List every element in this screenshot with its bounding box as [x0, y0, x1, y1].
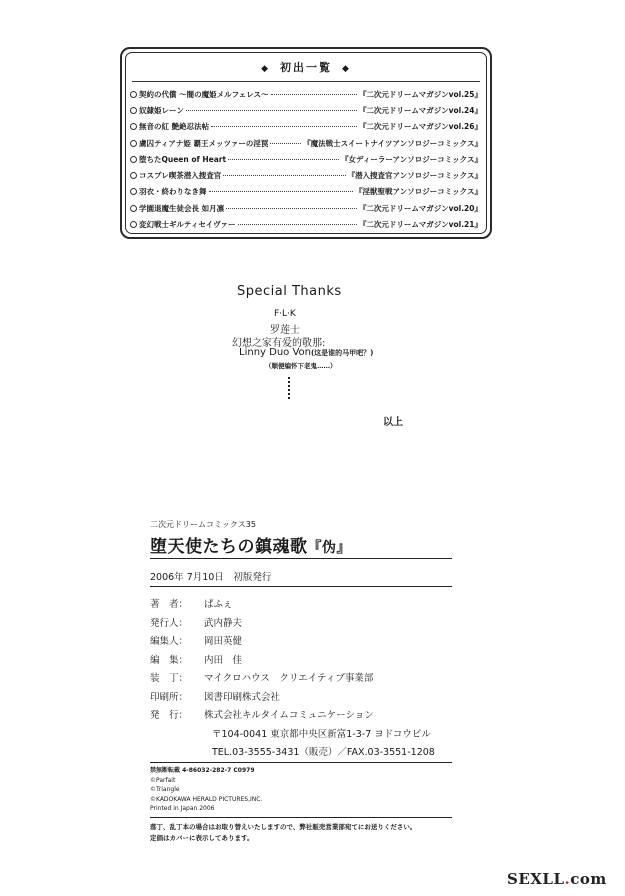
work-source: 『淫獣聖戦アンソロジーコミックス』 [355, 187, 482, 197]
bullet-icon [130, 188, 137, 195]
list-item [130, 86, 482, 102]
credit-label: 編 集： [150, 654, 189, 666]
list-item [130, 200, 482, 216]
credit-value: 武内静夫 [204, 617, 243, 629]
work-source: 『二次元ドリームマガジンvol.25』 [358, 89, 482, 99]
work-source: 『二次元ドリームマガジンvol.21』 [358, 220, 482, 230]
printed-in-line: Printed in Japan 2006 [150, 805, 215, 812]
work-source: 『魔法戦士スイートナイツアンソロジーコミックス』 [303, 138, 482, 148]
watermark-main: SEXLL [507, 870, 565, 888]
work-source: 『二次元ドリームマガジンvol.20』 [358, 203, 482, 213]
list-item [130, 119, 482, 135]
book-title [150, 532, 351, 557]
work-title: コスプレ喫茶潜入捜査官 [139, 171, 222, 181]
credit-row [150, 707, 374, 726]
bullet-icon [130, 107, 137, 114]
credit-label: 編集人： [150, 636, 189, 647]
leader-dots [209, 191, 354, 192]
publisher-phone: TEL.03-3555-3431（販売）／FAX.03-3551-1208 [212, 747, 435, 758]
divider [132, 81, 480, 82]
leader-dots [270, 143, 301, 144]
copyright-line: ©Parfait [150, 776, 176, 784]
bullet-icon [130, 140, 137, 147]
series-name: 二次元ドリームコミックス35 [150, 520, 256, 529]
publication-date: 2006年 7月10日 初版発行 [150, 572, 272, 583]
list-item [130, 135, 482, 151]
thanks-line: （顺便编怀下老鬼……） [265, 362, 337, 370]
credit-row [150, 652, 374, 671]
leader-dots [211, 126, 357, 127]
publisher-address: 〒104-0041 東京都中央区新富1-3-7 ヨドコウビル [212, 729, 431, 740]
rights-block [150, 766, 262, 814]
diamond-icon: ◆ [342, 64, 351, 74]
vertical-dots [288, 377, 292, 399]
bullet-icon [130, 221, 137, 228]
divider [150, 817, 452, 818]
list-item [130, 216, 482, 232]
work-title: 無音の紅 艶絶忍法帖 [139, 122, 210, 132]
work-title: 虜囚ティアナ姫 覇王メッツァーの淫罠 [139, 138, 269, 148]
divider [150, 762, 452, 763]
work-title: 奴隷姫レーン [139, 105, 184, 115]
credit-row [150, 670, 374, 689]
thanks-name: Linny Duo Von [239, 347, 311, 358]
credit-label: 印刷所： [150, 691, 189, 703]
thanks-line: 幻想之家有爱的敬那: [232, 338, 326, 349]
footer-notes [150, 822, 416, 844]
bullet-icon [130, 156, 137, 163]
credit-value: マイクロハウス クリエイティブ事業部 [204, 673, 374, 684]
watermark-tld: com [570, 870, 607, 888]
leader-dots [186, 110, 357, 111]
first-appearance-box [120, 47, 492, 239]
work-title: 羽衣・終わりなき舞 [139, 187, 207, 197]
special-thanks-heading: Special Thanks [237, 284, 342, 299]
work-title: 学園退魔生徒会長 如月凛 [139, 203, 225, 213]
book-title-text: 堕天使たちの鎮魂歌 [150, 537, 308, 557]
bullet-icon [130, 91, 137, 98]
bullet-icon [130, 172, 137, 179]
isbn-line: 禁無断転載 4-86032-282-7 C0979 [150, 767, 255, 774]
watermark-dot: . [564, 870, 571, 888]
credit-row [150, 689, 374, 708]
credit-value: 岡田英健 [204, 636, 243, 647]
leader-dots [223, 175, 345, 176]
copyright-line: ©Triangle [150, 786, 180, 793]
work-source: 『二次元ドリームマガジンvol.26』 [358, 122, 482, 132]
credit-label: 装 丁： [150, 673, 189, 684]
list-item [130, 151, 482, 167]
leader-dots [271, 94, 357, 95]
work-source: 『潜入捜査官アンソロジーコミックス』 [347, 171, 482, 181]
credits-list [150, 596, 374, 726]
credit-value: 図書印刷株式会社 [204, 691, 281, 703]
divider [150, 586, 452, 587]
credit-value: 株式会社キルタイムコミュニケーション [204, 710, 374, 721]
diamond-icon: ◆ [261, 64, 270, 74]
list-item [130, 184, 482, 200]
copyright-line: ©KADOKAWA HERALD PICTURES,INC. [150, 795, 263, 803]
bullet-icon [130, 123, 137, 130]
first-appearance-list [130, 86, 482, 233]
divider [150, 558, 452, 559]
credit-label: 発行人： [150, 617, 189, 629]
leader-dots [238, 224, 357, 225]
bullet-icon [130, 205, 137, 212]
list-item [130, 167, 482, 183]
thanks-line: F·L·K [274, 309, 296, 319]
work-title: 堕ちたQueen of Heart [139, 154, 227, 164]
work-title: 変幻戦士ギルティセイヴァー [139, 220, 236, 230]
work-title: 契約の代償 〜闇の魔姫メルフェレス〜 [139, 89, 269, 99]
footer-note: 落丁、乱丁本の場合はお取り替えいたしますので、弊社販売営業部宛てにお送りください。 [150, 823, 417, 831]
credit-row [150, 633, 374, 652]
credit-label: 発 行： [150, 710, 189, 721]
leader-dots [226, 208, 357, 209]
credit-value: ぱふぇ [204, 599, 233, 610]
leader-dots [228, 159, 339, 160]
book-title-suffix: 『伪』 [307, 540, 351, 556]
thanks-line [239, 347, 373, 358]
credit-label: 著 者： [150, 599, 189, 610]
credit-value: 内田 佳 [204, 654, 243, 666]
work-source: 『女ディーラーアンソロジーコミックス』 [341, 154, 482, 164]
first-appearance-title [122, 59, 490, 75]
thanks-note: (这是谁的马甲吧？) [310, 349, 374, 357]
credit-row [150, 596, 374, 615]
thanks-line: 罗莲士 [270, 325, 300, 336]
first-appearance-title-text: 初出一覧 [280, 61, 332, 74]
credit-row [150, 615, 374, 634]
list-item [130, 102, 482, 118]
work-source: 『二次元ドリームマガジンvol.24』 [358, 105, 482, 115]
watermark-logo [507, 870, 607, 888]
end-mark: 以上 [383, 417, 403, 428]
footer-note: 定価はカバーに表示してあります。 [150, 834, 254, 842]
